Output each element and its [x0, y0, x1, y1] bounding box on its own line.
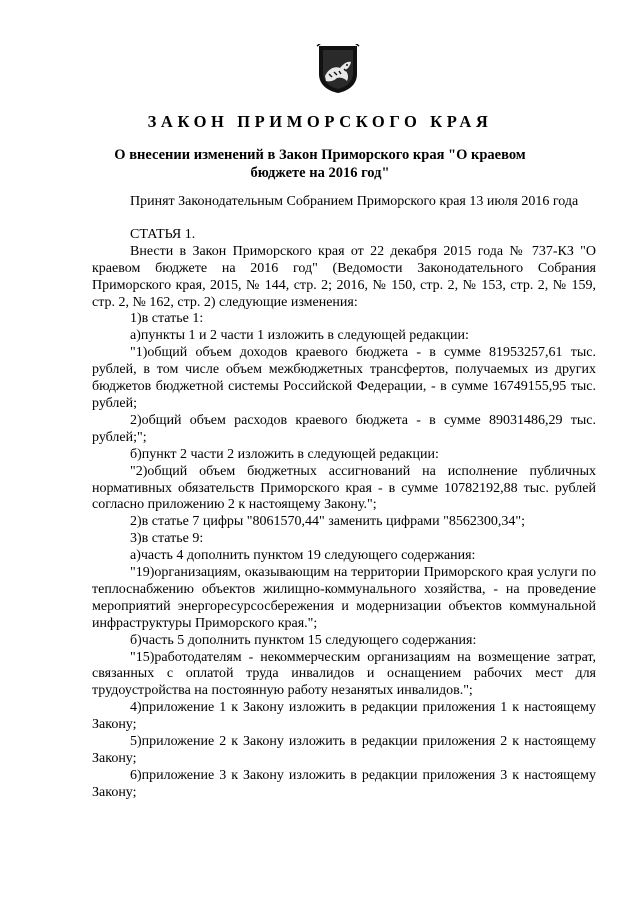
- paragraph: 2)в статье 7 цифры "8061570,44" заменить цифрами "8562300,34";: [130, 514, 525, 530]
- paragraph: б)часть 5 дополнить пунктом 15 следующего содержания:: [130, 632, 477, 648]
- paragraph: 2)общий объем расходов краевого бюджета - в сумме 89031486,29 тыс. рублей;";: [92, 412, 596, 445]
- paragraph: "19)организациям, оказывающим на территории Приморского края услуги по теплоснабжению объектов жилищно-коммунального хозяйства, - на проведение мероприятий энергоресурсосбережения и модернизации объектов коммунальной инфраструктуры Приморского края.";: [92, 565, 596, 631]
- law-title: ЗАКОН ПРИМОРСКОГО КРАЯ: [147, 112, 493, 131]
- article-heading: СТАТЬЯ 1.: [130, 226, 196, 242]
- paragraph: 3)в статье 9:: [130, 531, 204, 547]
- paragraph: 1)в статье 1:: [130, 311, 204, 327]
- paragraph: 6)приложение 3 к Закону изложить в редакции приложения 3 к настоящему Закону;: [92, 767, 596, 800]
- paragraph: "15)работодателям - некоммерческим организациям на возмещение затрат, связанных с оплатой труда инвалидов и оснащением рабочих мест для трудоустройства на постоянную работу незанятых инвалидов.";: [92, 649, 596, 699]
- paragraph: а)часть 4 дополнить пунктом 19 следующего содержания:: [130, 548, 476, 564]
- paragraph: б)пункт 2 части 2 изложить в следующей редакции:: [130, 446, 439, 462]
- primorsky-krai-coat-of-arms-icon: [315, 44, 361, 94]
- paragraph: Внести в Закон Приморского края от 22 декабря 2015 года № 737-КЗ "О краевом бюджете на 2016 год" (Ведомости Законодательного Собрания Приморского края, 2015, № 144, стр. 2; 2016, № 150, стр. 2, № 153, стр. 2, № 159, стр. 2, № 162, стр. 2) следующие изменения:: [92, 243, 596, 310]
- paragraph: "2)общий объем бюджетных ассигнований на исполнение публичных нормативных обязательств Приморского края - в сумме 10782192,88 тыс. рублей согласно приложению 2 к настоящему Закону.";: [92, 463, 596, 513]
- paragraph: 5)приложение 2 к Закону изложить в редакции приложения 2 к настоящему Закону;: [92, 734, 596, 766]
- document-body: [92, 194, 596, 802]
- adoption-statement: Принят Законодательным Собранием Приморского края 13 июля 2016 года: [130, 194, 579, 209]
- paragraph: 4)приложение 1 к Закону изложить в редакции приложения 1 к настоящему Закону;: [92, 700, 596, 733]
- paragraph: а)пункты 1 и 2 части 1 изложить в следующей редакции:: [130, 328, 469, 344]
- paragraph: "1)общий объем доходов краевого бюджета - в сумме 81953257,61 тыс. рублей, в том числе объем межбюджетных трансфертов, получаемых из других бюджетов бюджетной системы Российской Федерации, - в сумме 16749155,95 тыс. рублей;: [92, 345, 596, 411]
- law-subtitle: О внесении изменений в Закон Приморского края "О краевом бюджете на 2016 год": [114, 147, 526, 181]
